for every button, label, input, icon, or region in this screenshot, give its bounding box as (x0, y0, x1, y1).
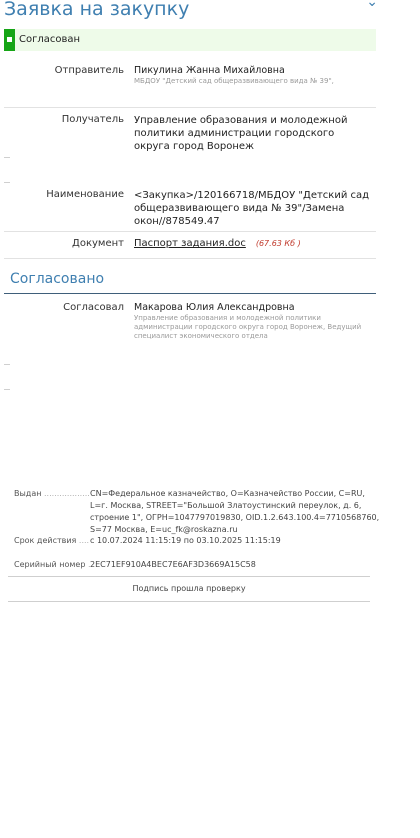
cert-divider (8, 601, 370, 602)
document-label: Документ (72, 238, 124, 249)
document-link[interactable]: Паспорт задания.doc (134, 238, 246, 249)
verification-status: Подпись прошла проверку (132, 584, 246, 593)
recipient-label: Получатель (61, 114, 124, 125)
sender-name: Пикулина Жанна Михайловна (134, 65, 285, 76)
status-indicator-icon (4, 29, 15, 51)
cert-issued-label: Выдан ..... (14, 489, 90, 498)
status-banner (4, 29, 376, 51)
cert-serial-value: 2EC71EF910A4BEC7E6AF3D3669A15C58 (90, 560, 256, 569)
approver-position: Управление образования и молодежной политики администрации городского округа город Воронеж, Ведущий специалист экономического отдела (134, 314, 362, 340)
sender-value (134, 64, 374, 86)
approver-label: Согласовал (63, 302, 124, 313)
section-divider (4, 293, 376, 294)
page-title: Заявка на закупку (4, 0, 190, 20)
document-value (134, 237, 374, 250)
sender-org: МБДОУ "Детский сад общеразвивающего вида № 39", (134, 77, 334, 85)
cert-issued-value: CN=Федеральное казначейство, O=Казначейство России, C=RU, L=г. Москва, STREET="Большой Златоустинский переулок, д. 6, строение 1", ОГРН=1047797019830, OID.1.2.643.100.4=7710568760, S=77 Москва, E=uc_fk@roskazna.ru (90, 489, 380, 534)
approver-name: Макарова Юлия Александровна (134, 302, 295, 313)
divider-tick (4, 157, 10, 158)
subject-value: <Закупка>/120166718/МБДОУ "Детский сад общеразвивающего вида № 39"/Замена окон//878549.47 (134, 190, 370, 227)
approver-value (134, 301, 370, 341)
divider-tick (4, 182, 10, 183)
cert-validity-label: Срок действия ..... (14, 536, 90, 545)
divider (4, 258, 376, 259)
divider (4, 231, 376, 232)
status-label: Согласован (19, 34, 81, 45)
divider-tick (4, 364, 10, 365)
approval-section-title: Согласовано (10, 271, 105, 287)
cert-divider (8, 576, 370, 577)
cert-validity-value: с 10.07.2024 11:15:19 по 03.10.2025 11:15:19 (90, 536, 281, 545)
document-size: (67.63 Кб ) (255, 239, 301, 248)
sender-label: Отправитель (54, 65, 124, 76)
subject-label: Наименование (46, 189, 124, 200)
cert-serial-label: Серийный номер ..... (14, 560, 90, 569)
recipient-value: Управление образования и молодежной политики администрации городского округа город Воронеж (134, 115, 348, 152)
chevron-icon[interactable]: ⌄ (366, 0, 378, 10)
divider-tick (4, 389, 10, 390)
divider (4, 107, 376, 108)
